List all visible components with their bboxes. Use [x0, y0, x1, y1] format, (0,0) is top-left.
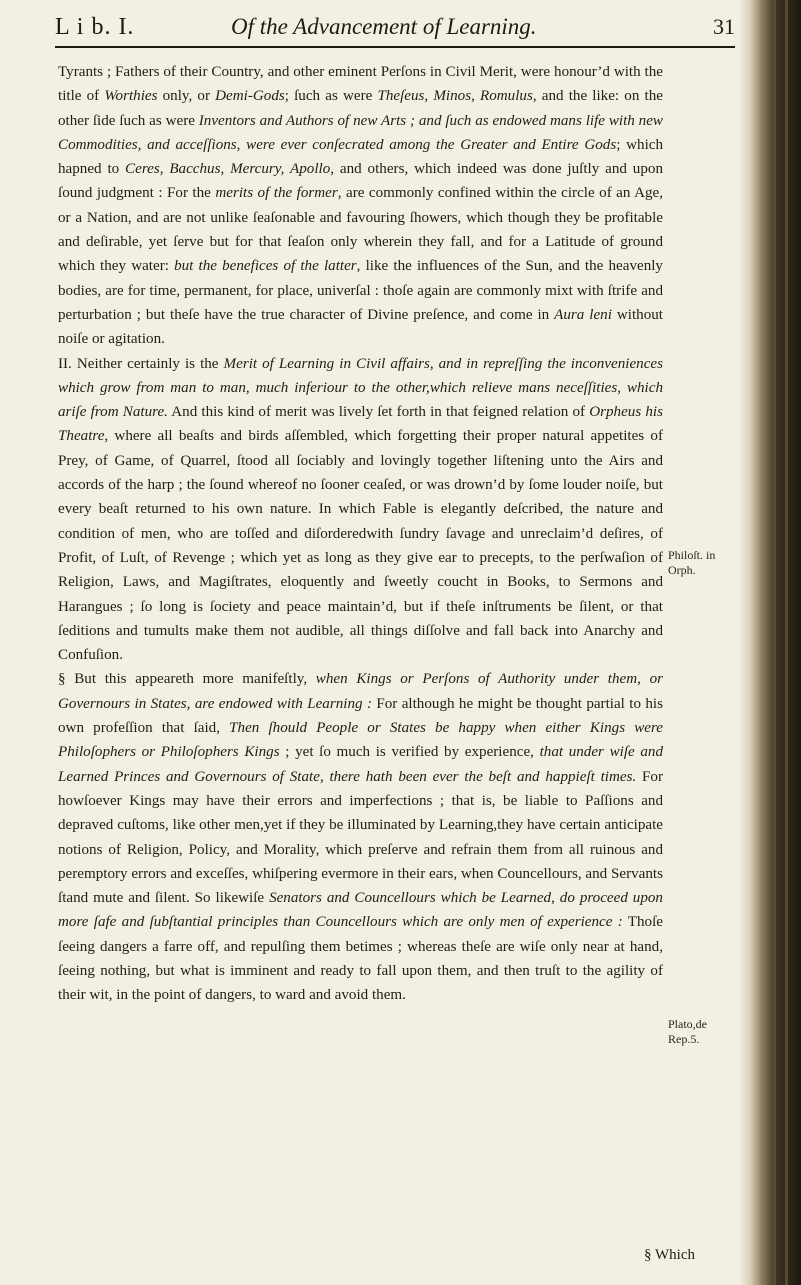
italic-run: Ceres, Bacchus, Mercury, Apollo [125, 161, 331, 178]
italic-run: Demi-Gods [215, 88, 285, 105]
margin-note: Plato,de Rep.5. [668, 1017, 707, 1046]
italic-run: Then ſhould People or States be happy when either Kings were Philoſophers or Philoſophers Kings [58, 720, 663, 761]
running-title: Of the Advancement of Learning. [231, 14, 537, 39]
paragraph [58, 352, 663, 668]
text-run: And this kind of merit was lively ſet forth in that feigned relation of [167, 404, 590, 421]
text-run: only, or [157, 88, 216, 105]
italic-run: but the benefices of the latter [174, 258, 357, 275]
text-run: § But this appeareth more manifeſtly, [58, 671, 316, 688]
text-run: , like the influences of the Sun, and the heavenly bodies, are for time, permanent, for place, univerſal : thoſe again are commonly mixt with ſtrife and perturbation ; but theſe have the true character of Divine preſence, and come in [58, 258, 663, 323]
catchword: § Which [644, 1247, 695, 1263]
running-header [55, 14, 735, 44]
binding-stripe [785, 0, 788, 1285]
text-run: ; ſuch as were [284, 88, 378, 105]
binding-stripe [773, 0, 776, 1285]
text-run: , and the like: on the other ſide ſuch as were [58, 88, 663, 129]
text-run: , are commonly confined within the circle of an Age, or a Nation, and are not unlike ſeaſonable and favouring ſhowers, which though they be profitable and deſirable, yet ſerve but for that ſeaſon only wherein they fall, and for a Latitude of ground which they water: [58, 185, 663, 275]
italic-run: Aura leni [554, 306, 612, 323]
book-binding-edge [739, 0, 801, 1285]
italic-run: Senators and Councellours which be Learned, do proceed upon more ſafe and ſubſtantial principles than Councellours which are only men of experience : [58, 890, 663, 931]
text-run: Thoſe ſeeing dangers a farre off, and repulſing them betimes ; whereas theſe are wiſe only near at hand, ſeeing nothing, but what is imminent and ready to fall upon them, and then truſt to the agility of their wit, in the point of dangers, to ward and avoid them. [58, 914, 664, 1004]
text-run: Tyrants ; Fathers of their Country, and other eminent Perſons in Civil Merit, were honour’d with the title of [58, 64, 663, 105]
italic-run: Inventors and Authors of new Arts ; and ſuch as endowed mans life with new Commodities, and acceſſions, were ever conſecrated among the Greater and Entire Gods [58, 112, 663, 153]
margin-note: Philoſt. in Orph. [668, 548, 716, 577]
text-run: without noiſe or agitation. [58, 306, 663, 348]
italic-run: when Kings or Perſons of Authority under them, or Governours in States, are endowed with Learning : [58, 671, 663, 712]
text-run: For although he might be thought partial to his own profeſſion that ſaid, [58, 695, 663, 737]
header-rule [55, 46, 735, 48]
text-run: ; yet ſo much is verified by experience, [279, 744, 540, 761]
book-number: L i b. I. [55, 14, 135, 40]
italic-run: Orpheus his Theatre [58, 404, 663, 445]
text-run: II. Neither certainly is the [58, 355, 224, 372]
text-run: For howſoever Kings may have their errors and imperfections ; that is, be liable to Paſſions and depraved cuſtoms, like other men,yet if they be illuminated by Learning,they have certain anticipate notions of Religion, Policy, and Morality, which preſerve and refrain them from all ruinous and peremptory errors and exceſſes, whiſpering evermore in their ears, when Councellours, and Servants ſtand mute and ſilent. So likewiſe [58, 768, 663, 907]
text-run: , where all beaſts and birds aſſembled, which forgetting their proper natural appetites of Prey, of Game, of Quarrel, ſtood all ſociably and lovingly together liſtening unto the Airs and accords of the harp ; the ſound whereof no ſooner ceaſed, or was drown’d by ſome louder noiſe, but every beaſt returned to his own nature. In which Fable is elegantly deſcribed, the nature and condition of men, who are toſſed and diſorderedwith ſundry ſavage and unreclaim’d deſires, of Profit, of Luſt, of Revenge ; which yet as long as they give ear to precepts, to the perſwaſion of Religion, Laws, and Magiſtrates, eloquently and ſweetly coucht in Books, to Sermons and Harangues ; ſo long is ſociety and peace maintain’d, but if theſe inſtruments be ſilent, or that ſeditions and tumults make them not audible, all things diſſolve and fall back into Anarchy and Confuſion. [58, 428, 663, 664]
body-text [58, 60, 663, 1008]
italic-run: that under wiſe and Learned Princes and Governours of State, there hath been ever the beſt and happieſt times. [58, 744, 664, 785]
text-run: ; which hapned to [58, 136, 664, 178]
page-number: 31 [713, 14, 735, 39]
italic-run: merits of the former [215, 185, 338, 202]
italic-run: Theſeus, Minos, Romulus [377, 88, 533, 105]
italic-run: Worthies [104, 88, 158, 105]
italic-run: Merit of Learning in Civil affairs, and in repreſſing the inconveniences which grow from man to man, much inferiour to the other,which relieve mans neceſſities, which ariſe from Nature. [58, 355, 663, 421]
paragraph [58, 60, 663, 352]
text-run: , and others, which indeed was done juſtly and upon ſound judgment : For the [58, 161, 663, 202]
paragraph [58, 667, 663, 1007]
